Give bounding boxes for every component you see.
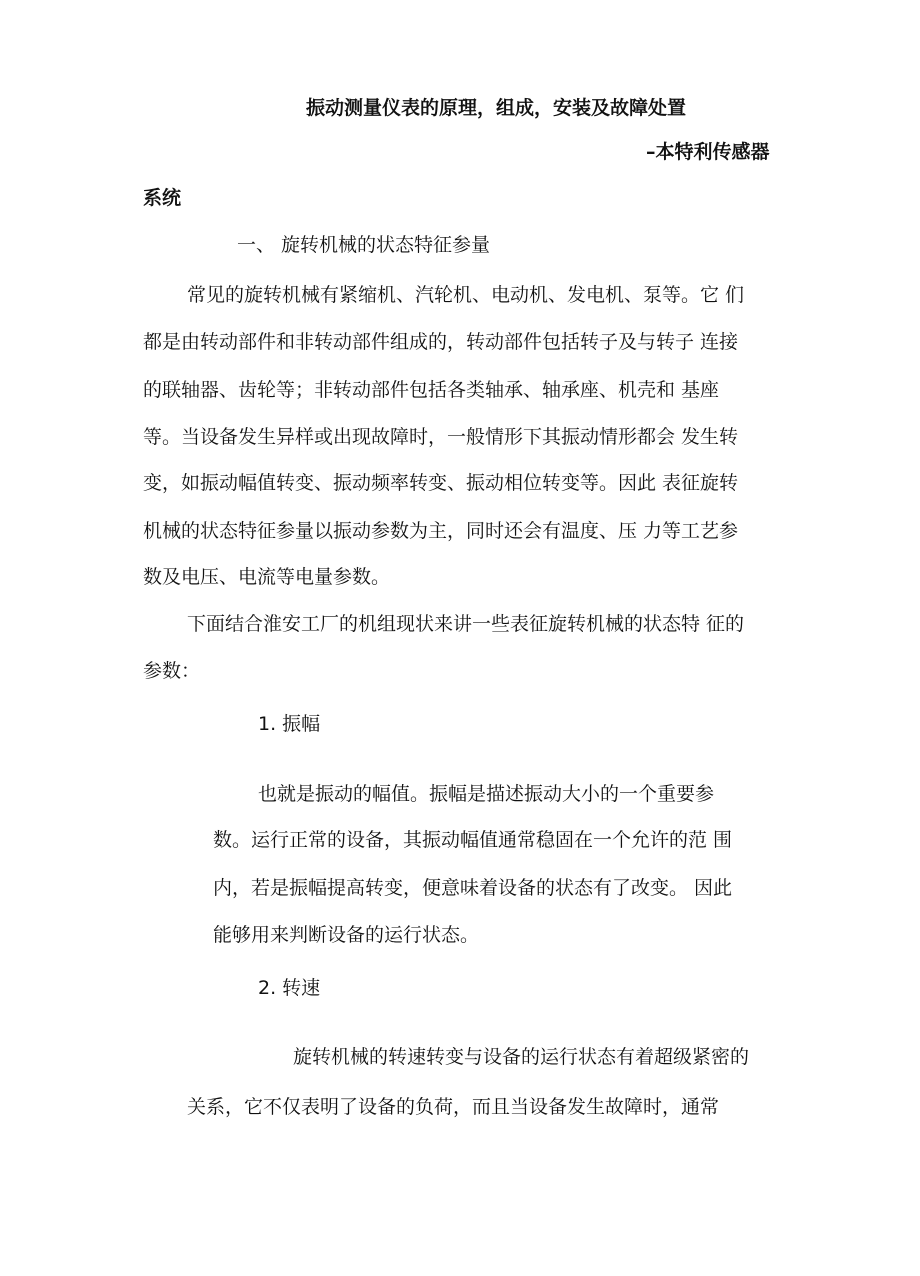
document-subtitle: –本特利传感器 (646, 141, 770, 163)
paragraph-line: 下面结合淮安工厂的机组现状来讲一些表征旋转机械的状态特 征的 (187, 613, 745, 635)
paragraph-line: 也就是振动的幅值。振幅是描述振动大小的一个重要参 (258, 783, 715, 805)
item-heading-amplitude: 1. 振幅 (258, 713, 321, 735)
paragraph-line: 数。运行正常的设备，其振动幅值通常稳固在一个允许的范 围 (213, 829, 733, 851)
paragraph-line: 机械的状态特征参量以振动参数为主，同时还会有温度、压 力等工艺参 (143, 520, 739, 542)
paragraph-line: 旋转机械的转速转变与设备的运行状态有着超级紧密的 (293, 1046, 750, 1068)
document-title: 振动测量仪表的原理，组成，安装及故障处置 (306, 97, 687, 119)
paragraph-line: 变，如振动幅值转变、振动频率转变、振动相位转变等。因此 表征旋转 (143, 472, 739, 494)
item-heading-speed: 2. 转速 (258, 977, 321, 999)
document-subtitle-continued: 系统 (143, 187, 182, 209)
section-heading: 一、 旋转机械的状态特征参量 (237, 234, 491, 256)
paragraph-line: 常见的旋转机械有紧缩机、汽轮机、电动机、发电机、泵等。它 们 (187, 284, 745, 306)
paragraph-line: 数及电压、电流等电量参数。 (143, 566, 391, 588)
paragraph-line: 等。当设备发生异样或出现故障时，一般情形下其振动情形都会 发生转 (143, 426, 739, 448)
paragraph-line: 内，若是振幅提高转变，便意味着设备的状态有了改变。 因此 (213, 877, 733, 899)
paragraph-line: 能够用来判断设备的运行状态。 (213, 924, 480, 946)
paragraph-line: 都是由转动部件和非转动部件组成的，转动部件包括转子及与转子 连接 (143, 331, 739, 353)
paragraph-line: 的联轴器、齿轮等；非转动部件包括各类轴承、轴承座、机壳和 基座 (143, 379, 720, 401)
paragraph-line: 参数： (143, 660, 201, 682)
paragraph-line: 关系，它不仅表明了设备的负荷，而且当设备发生故障时，通常 (187, 1096, 720, 1118)
